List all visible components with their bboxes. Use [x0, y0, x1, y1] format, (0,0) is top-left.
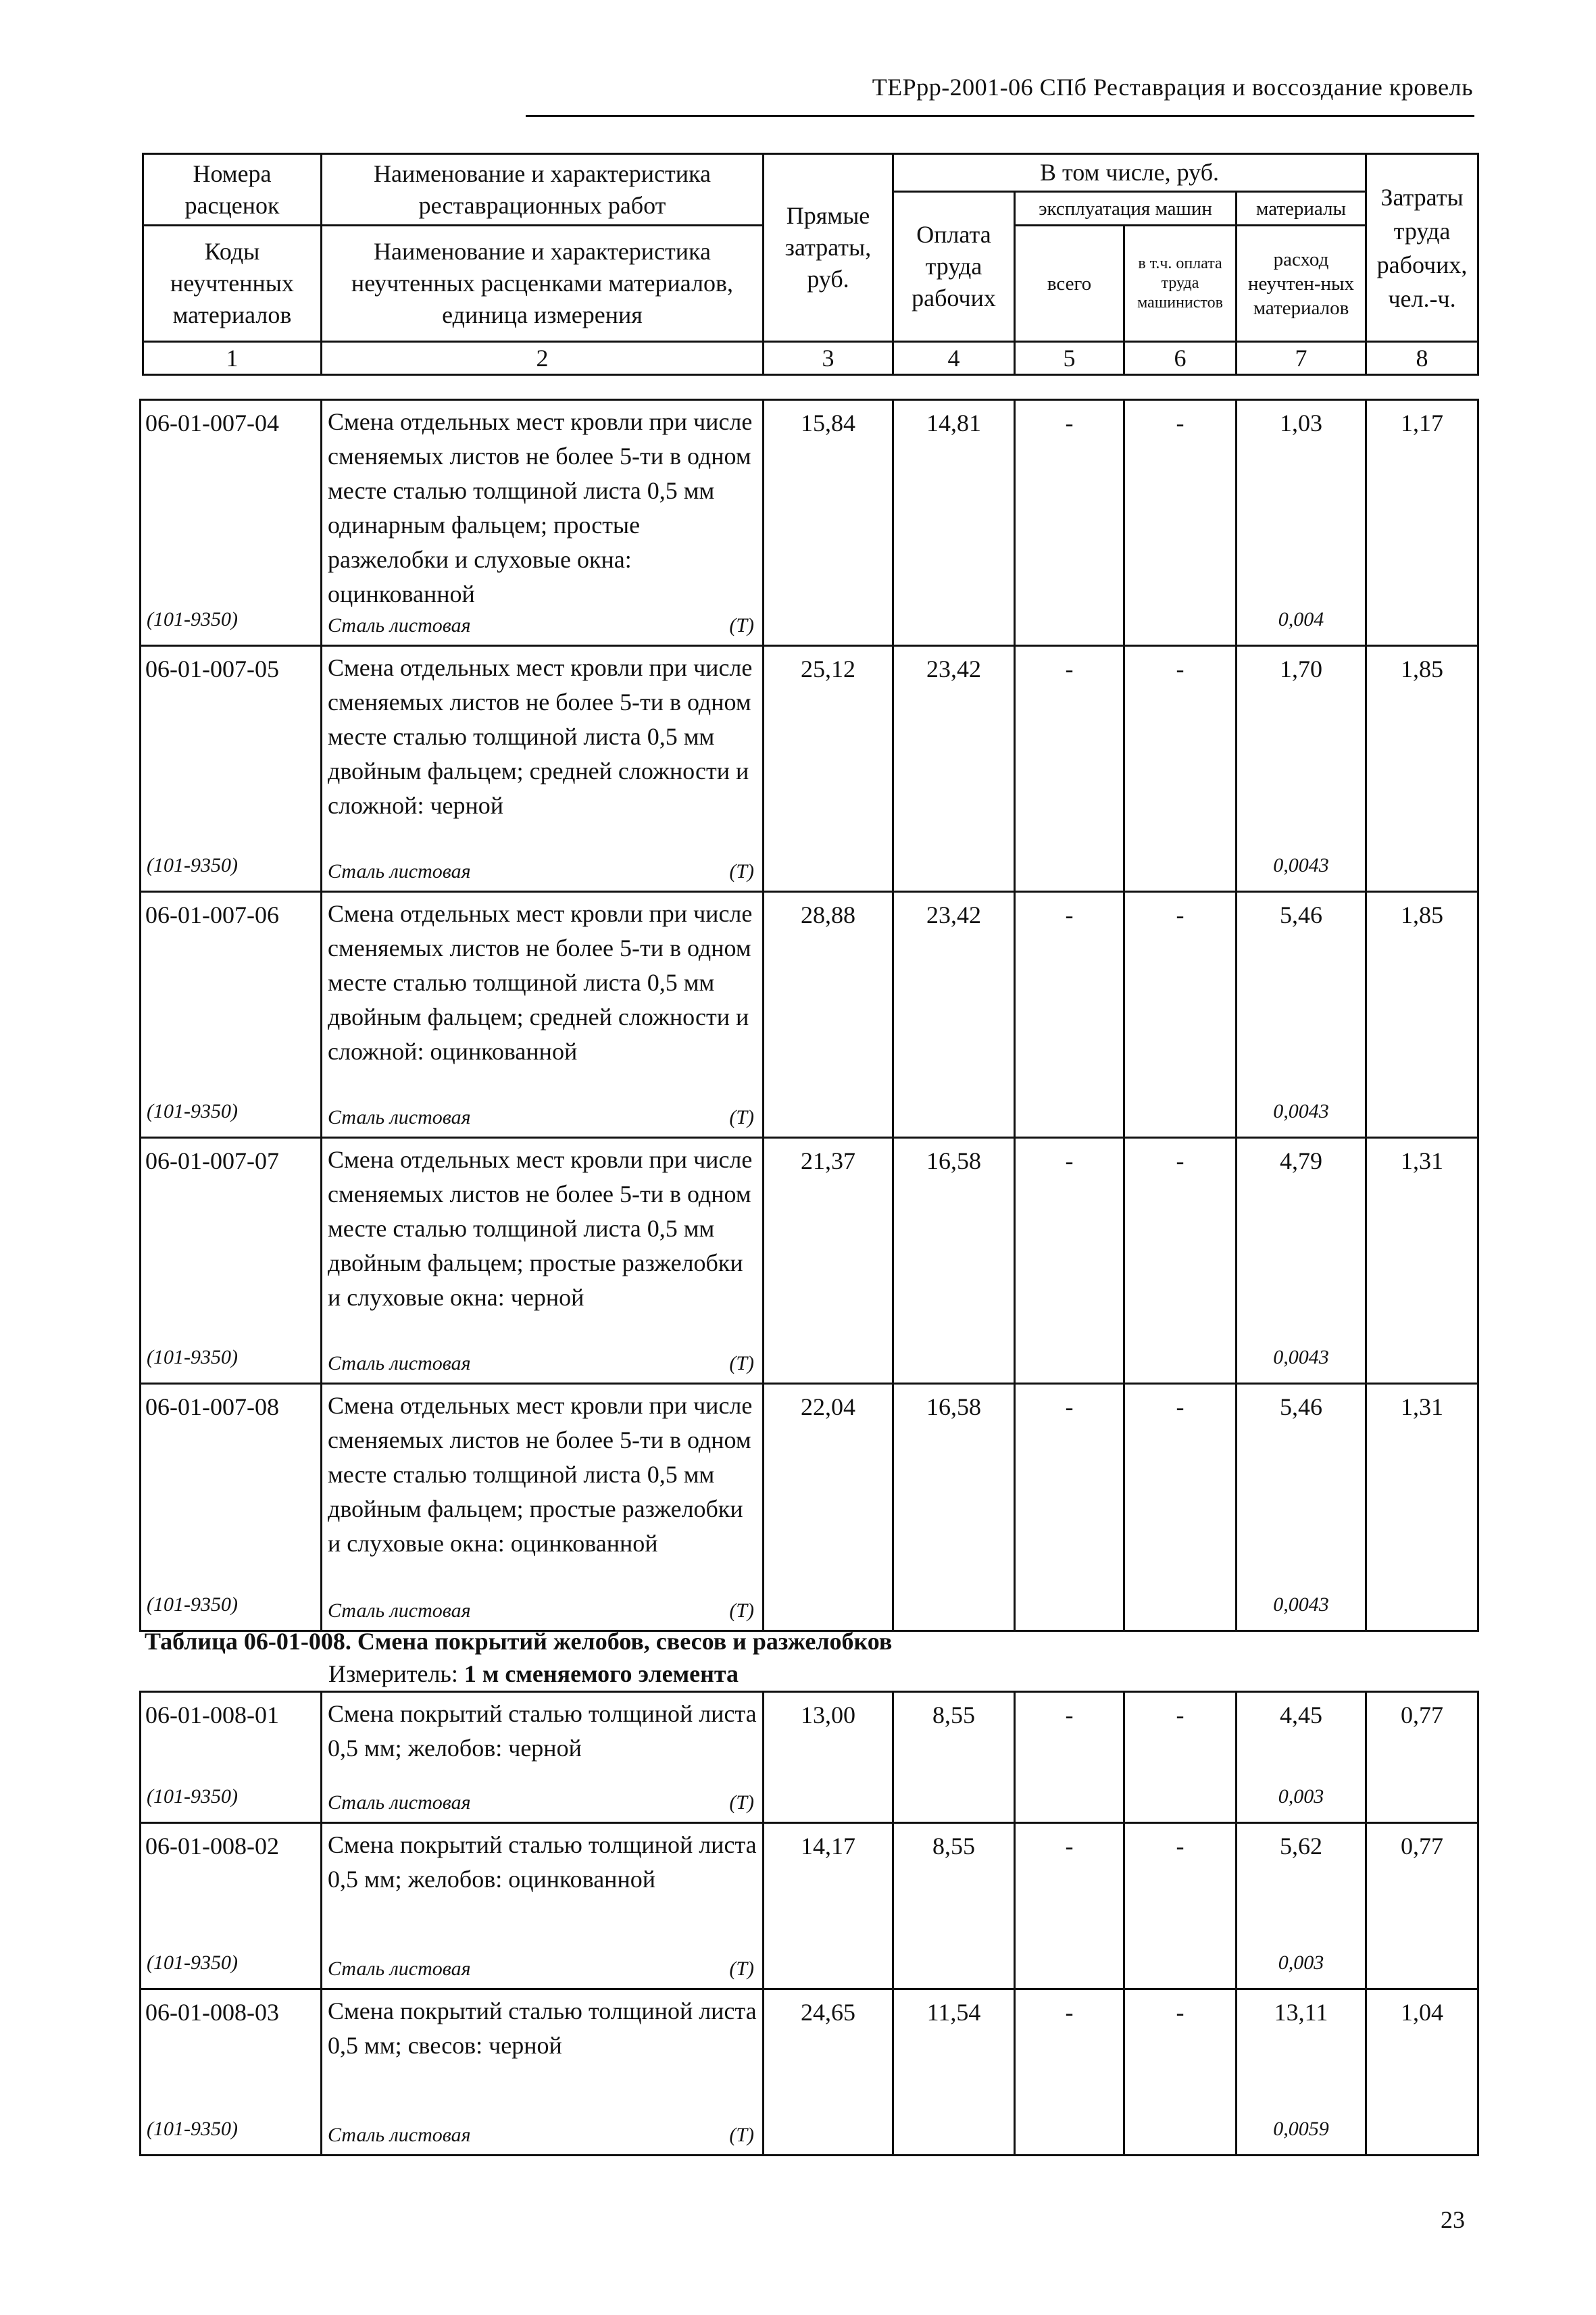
work-description: Смена отдельных мест кровли при числе сменяемых листов не более 5-ти в одном месте сталью толщиной листа 0,5 мм двойным фальцем; средней сложности и сложной: черной: [328, 654, 753, 819]
rate-code: 06-01-007-06: [145, 901, 279, 928]
page-number: 23: [1441, 2206, 1465, 2233]
col-number: 3: [764, 342, 893, 375]
work-description-cell: [322, 1692, 764, 1823]
rate-code-cell: [141, 1692, 322, 1823]
machine-labor-cost: -: [1124, 1823, 1237, 1989]
material-line: [328, 1597, 758, 1624]
material-name: Сталь листовая: [328, 1352, 471, 1374]
col2-bottom: Наименование и характеристика неучтенных расценками материалов, единица измерения: [322, 226, 764, 342]
labor-hours: 1,17: [1366, 400, 1478, 646]
work-description: Смена отдельных мест кровли при числе сменяемых листов не более 5-ти в одном месте сталью толщиной листа 0,5 мм двойным фальцем; средней сложности и сложной: оцинкованной: [328, 900, 753, 1065]
materials-cost: 5,46: [1280, 901, 1322, 928]
machine-labor-cost: -: [1124, 400, 1237, 646]
col5-header: всего: [1015, 226, 1124, 342]
material-name: Сталь листовая: [328, 614, 471, 637]
direct-cost: 28,88: [764, 892, 893, 1138]
rate-code-cell: [141, 1384, 322, 1631]
machine-cost: -: [1015, 1692, 1124, 1823]
labor-hours: 0,77: [1366, 1823, 1478, 1989]
materials-cost: 5,62: [1280, 1833, 1322, 1860]
machine-labor-cost: -: [1124, 1989, 1237, 2156]
col-number: 1: [143, 342, 322, 375]
materials-cost: 4,45: [1280, 1701, 1322, 1728]
table-row: [141, 1823, 1478, 1989]
direct-cost: 21,37: [764, 1138, 893, 1384]
materials-cost-cell: [1237, 646, 1366, 892]
col1-top: Номера расценок: [143, 154, 322, 226]
materials-cost-cell: [1237, 1989, 1366, 2156]
rate-code: 06-01-007-08: [145, 1393, 279, 1420]
material-name: Сталь листовая: [328, 2124, 471, 2146]
table2-title: Таблица 06-01-008. Смена покрытий желобов, свесов и разжелобков: [145, 1628, 893, 1655]
material-unit: (Т): [729, 2124, 754, 2146]
material-code: (101-9350): [147, 1951, 238, 1974]
header-rule: [526, 115, 1474, 117]
machine-cost: -: [1015, 400, 1124, 646]
materials-cost-cell: [1237, 1692, 1366, 1823]
direct-cost: 22,04: [764, 1384, 893, 1631]
rate-code: 06-01-007-05: [145, 655, 279, 682]
material-quantity: 0,003: [1278, 1785, 1324, 1808]
machine-cost: -: [1015, 646, 1124, 892]
rate-code: 06-01-008-02: [145, 1833, 279, 1860]
rates-table-008: [139, 1691, 1479, 2156]
rate-code: 06-01-007-07: [145, 1147, 279, 1174]
material-quantity: 0,0043: [1273, 1100, 1329, 1122]
work-description-cell: [322, 892, 764, 1138]
col4-header: Оплата труда рабочих: [893, 192, 1015, 342]
work-description-cell: [322, 1989, 764, 2156]
direct-cost: 24,65: [764, 1989, 893, 2156]
table-row: [141, 1692, 1478, 1823]
machine-cost: -: [1015, 1384, 1124, 1631]
work-description-cell: [322, 1384, 764, 1631]
material-line: [328, 1104, 758, 1131]
machine-labor-cost: -: [1124, 1692, 1237, 1823]
rate-code: 06-01-008-01: [145, 1701, 279, 1728]
machine-cost: -: [1015, 1989, 1124, 2156]
material-unit: (Т): [729, 1791, 754, 1814]
material-line: [328, 1350, 758, 1377]
table-row: [141, 1384, 1478, 1631]
col-number: 4: [893, 342, 1015, 375]
labor-cost: 14,81: [893, 400, 1015, 646]
labor-hours: 1,85: [1366, 646, 1478, 892]
work-description-cell: [322, 1138, 764, 1384]
materials-cost: 1,70: [1280, 655, 1322, 682]
col6-header: в т.ч. оплата труда машинистов: [1124, 226, 1237, 342]
material-name: Сталь листовая: [328, 1106, 471, 1128]
material-name: Сталь листовая: [328, 860, 471, 882]
work-description: Смена отдельных мест кровли при числе сменяемых листов не более 5-ти в одном месте сталью толщиной листа 0,5 мм двойным фальцем; простые разжелобки и слуховые окна: оцинкованной: [328, 1392, 753, 1557]
rate-code-cell: [141, 1823, 322, 1989]
rate-code: 06-01-007-04: [145, 409, 279, 437]
work-description-cell: [322, 400, 764, 646]
machine-cost: -: [1015, 892, 1124, 1138]
materials-cost-cell: [1237, 1823, 1366, 1989]
column-header-table: [142, 153, 1479, 376]
table-row: [141, 646, 1478, 892]
labor-hours: 1,85: [1366, 892, 1478, 1138]
material-code: (101-9350): [147, 1593, 238, 1616]
labor-cost: 23,42: [893, 646, 1015, 892]
material-line: [328, 2122, 758, 2149]
machine-labor-cost: -: [1124, 892, 1237, 1138]
col2-top: Наименование и характеристика реставрационных работ: [322, 154, 764, 226]
material-unit: (Т): [729, 1958, 754, 1980]
machine-cost: -: [1015, 1138, 1124, 1384]
material-quantity: 0,003: [1278, 1951, 1324, 1974]
materials-cost: 1,03: [1280, 409, 1322, 437]
work-description: Смена покрытий сталью толщиной листа 0,5 мм; желобов: оцинкованной: [328, 1831, 757, 1893]
machine-labor-cost: -: [1124, 1384, 1237, 1631]
labor-cost: 16,58: [893, 1138, 1015, 1384]
material-quantity: 0,0043: [1273, 854, 1329, 876]
col-number: 7: [1237, 342, 1366, 375]
direct-cost: 15,84: [764, 400, 893, 646]
machine-labor-cost: -: [1124, 1138, 1237, 1384]
material-line: [328, 612, 758, 639]
direct-cost: 14,17: [764, 1823, 893, 1989]
direct-cost: 25,12: [764, 646, 893, 892]
unit-value: 1 м сменяемого элемента: [464, 1660, 739, 1687]
work-description: Смена покрытий сталью толщиной листа 0,5 мм; желобов: черной: [328, 1700, 757, 1762]
material-code: (101-9350): [147, 608, 238, 630]
material-code: (101-9350): [147, 1785, 238, 1808]
col-number: 8: [1366, 342, 1478, 375]
labor-hours: 1,31: [1366, 1384, 1478, 1631]
labor-cost: 23,42: [893, 892, 1015, 1138]
direct-cost: 13,00: [764, 1692, 893, 1823]
labor-cost: 11,54: [893, 1989, 1015, 2156]
material-quantity: 0,0043: [1273, 1593, 1329, 1616]
table-row: [141, 1989, 1478, 2156]
material-name: Сталь листовая: [328, 1791, 471, 1814]
rate-code: 06-01-008-03: [145, 1999, 279, 2026]
materials-cost-cell: [1237, 892, 1366, 1138]
material-unit: (Т): [729, 1352, 754, 1374]
material-code: (101-9350): [147, 854, 238, 876]
material-unit: (Т): [729, 614, 754, 637]
labor-hours: 1,31: [1366, 1138, 1478, 1384]
work-description-cell: [322, 1823, 764, 1989]
col3-header: Прямые затраты, руб.: [764, 154, 893, 342]
rate-code-cell: [141, 892, 322, 1138]
work-description-cell: [322, 646, 764, 892]
col8-header: Затраты труда рабочих, чел.-ч.: [1366, 154, 1478, 342]
table-row: [141, 892, 1478, 1138]
labor-hours: 1,04: [1366, 1989, 1478, 2156]
labor-cost: 8,55: [893, 1823, 1015, 1989]
unit-label: Измеритель:: [328, 1660, 458, 1687]
material-line: [328, 1956, 758, 1983]
labor-cost: 8,55: [893, 1692, 1015, 1823]
table-row: [141, 400, 1478, 646]
materials-cost-cell: [1237, 400, 1366, 646]
col7-header: расход неучтен-ных материалов: [1237, 226, 1366, 342]
material-quantity: 0,004: [1278, 608, 1324, 630]
material-quantity: 0,0043: [1273, 1346, 1329, 1368]
table-row: [141, 1138, 1478, 1384]
material-unit: (Т): [729, 1106, 754, 1128]
material-name: Сталь листовая: [328, 1958, 471, 1980]
work-description: Смена покрытий сталью толщиной листа 0,5 мм; свесов: черной: [328, 1997, 757, 2059]
rate-code-cell: [141, 400, 322, 646]
col1-bottom: Коды неучтенных материалов: [143, 226, 322, 342]
machine-labor-cost: -: [1124, 646, 1237, 892]
materials-cost-cell: [1237, 1138, 1366, 1384]
table2-unit: [328, 1660, 739, 1688]
rate-code-cell: [141, 646, 322, 892]
machine-cost: -: [1015, 1823, 1124, 1989]
material-line: [328, 1789, 758, 1816]
material-code: (101-9350): [147, 2118, 238, 2140]
col-number: 5: [1015, 342, 1124, 375]
rates-table-007: [139, 399, 1479, 1632]
col-number: 6: [1124, 342, 1237, 375]
material-line: [328, 858, 758, 885]
running-header: ТЕРрр-2001-06 СПб Реставрация и воссоздание кровель: [872, 74, 1473, 101]
labor-hours: 0,77: [1366, 1692, 1478, 1823]
material-unit: (Т): [729, 1599, 754, 1622]
material-code: (101-9350): [147, 1346, 238, 1368]
material-name: Сталь листовая: [328, 1599, 471, 1622]
materials-cost: 5,46: [1280, 1393, 1322, 1420]
col-number: 2: [322, 342, 764, 375]
work-description: Смена отдельных мест кровли при числе сменяемых листов не более 5-ти в одном месте сталью толщиной листа 0,5 мм двойным фальцем; простые разжелобки и слуховые окна: черной: [328, 1146, 753, 1311]
material-unit: (Т): [729, 860, 754, 882]
material-quantity: 0,0059: [1273, 2118, 1329, 2140]
group-header: В том числе, руб.: [893, 154, 1366, 192]
materials-cost-cell: [1237, 1384, 1366, 1631]
material-code: (101-9350): [147, 1100, 238, 1122]
materials-cost: 13,11: [1274, 1999, 1328, 2026]
work-description: Смена отдельных мест кровли при числе сменяемых листов не более 5-ти в одном месте сталью толщиной листа 0,5 мм одинарным фальцем; простые разжелобки и слуховые окна: оцинкованной: [328, 408, 753, 607]
machines-header: эксплуатация машин: [1015, 192, 1237, 226]
rate-code-cell: [141, 1989, 322, 2156]
materials-cost: 4,79: [1280, 1147, 1322, 1174]
rate-code-cell: [141, 1138, 322, 1384]
labor-cost: 16,58: [893, 1384, 1015, 1631]
materials-header: материалы: [1237, 192, 1366, 226]
